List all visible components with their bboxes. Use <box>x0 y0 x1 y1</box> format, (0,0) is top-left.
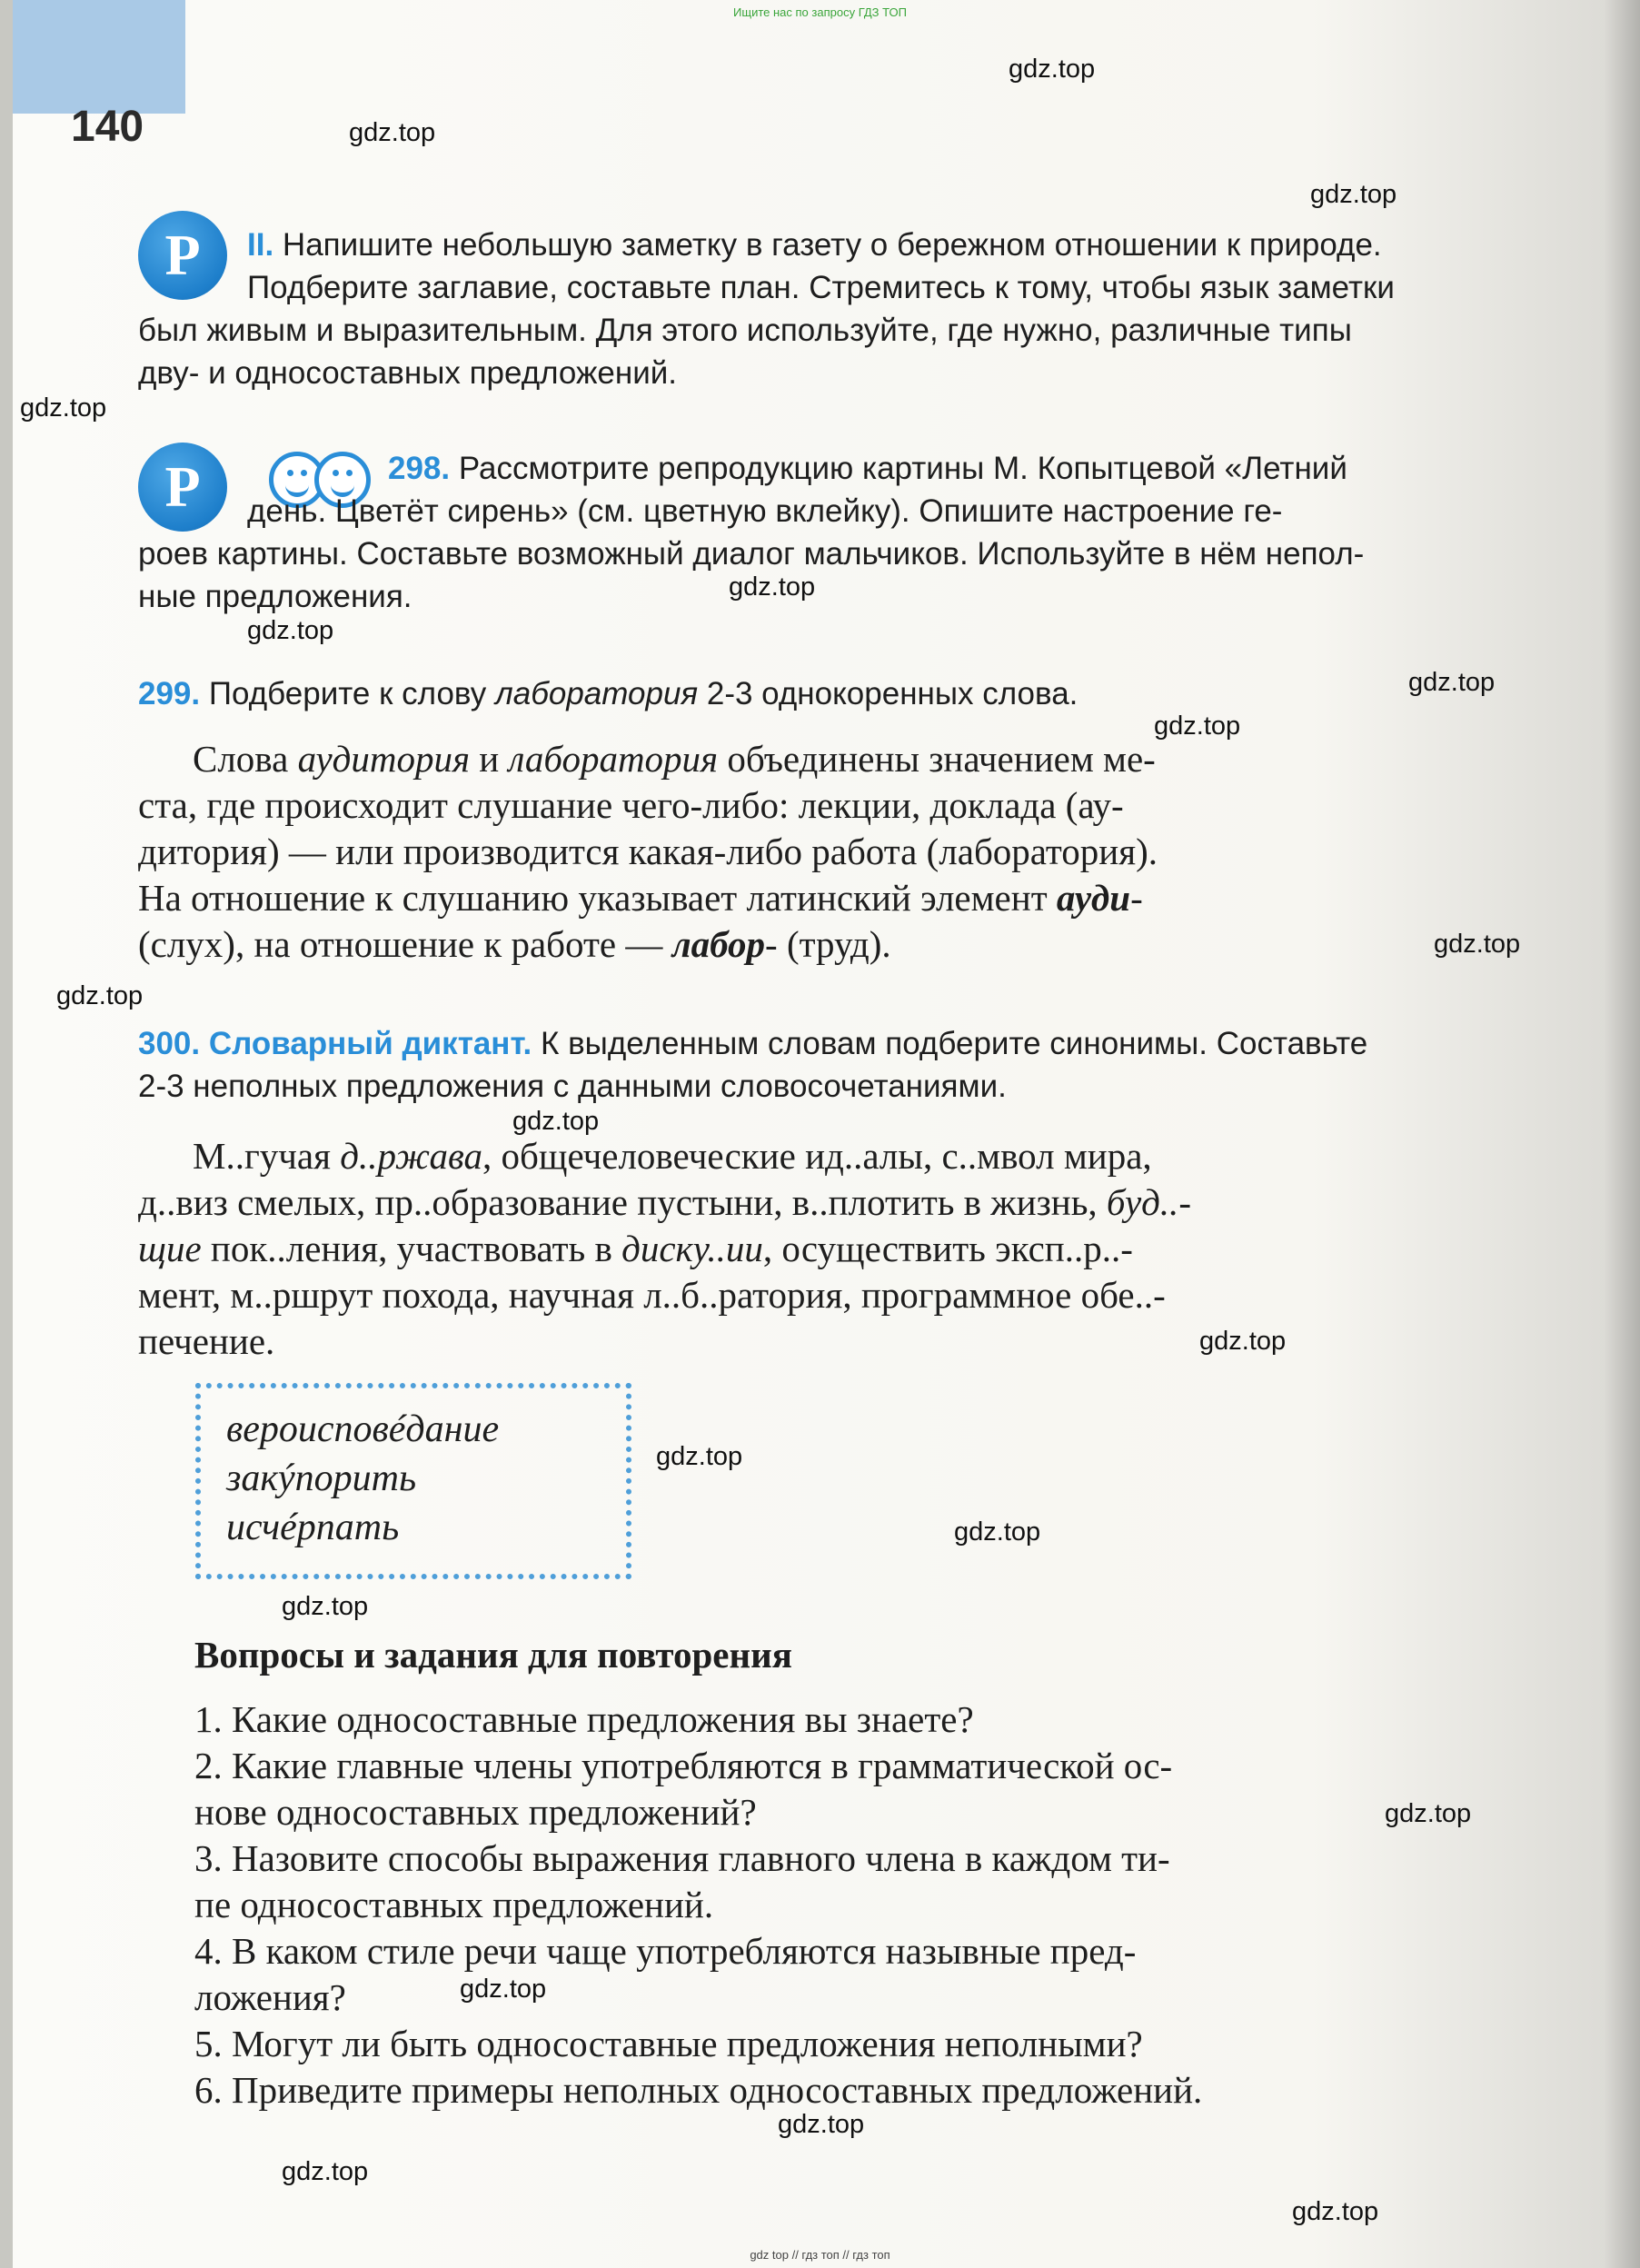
watermark: gdz.top <box>56 981 144 1010</box>
vocab-word: вероисповéдание <box>226 1408 500 1450</box>
watermark: gdz.top <box>1009 55 1096 84</box>
note-line2: ста, где происходит слушание чего-либо: лекции, доклада (ау- <box>138 784 1124 826</box>
watermark: gdz.top <box>512 1107 600 1136</box>
watermark: gdz.top <box>282 1592 369 1621</box>
note-line4: На отношение к слушанию указывает латинский элемент ауди- <box>138 877 1143 919</box>
review-heading: Вопросы и задания для повторения <box>194 1634 792 1676</box>
note-line1: Слова аудитория и лаборатория объединены значением ме- <box>193 738 1156 780</box>
note-line3: дитория) — или производится какая-либо работа (лаборатория). <box>138 831 1158 872</box>
dictation-line3: щие пок..ления, участвовать в диску..ии, осуществить эксп..р..- <box>138 1228 1133 1269</box>
highlight-word: лаборатория <box>494 676 699 711</box>
watermark: gdz.top <box>349 118 436 147</box>
page-number: 140 <box>71 103 144 151</box>
watermark: gdz.top <box>282 2157 369 2186</box>
review-q3-line1: 3. Назовите способы выражения главного члена в каждом ти- <box>194 1837 1170 1879</box>
review-q6: 6. Приведите примеры неполных односоставных предложений. <box>194 2069 1203 2111</box>
task-298-line4: ные предложения. <box>138 579 412 614</box>
dictation-line4: мент, м..ршрут похода, научная л..б..ратория, программное обе..- <box>138 1274 1166 1316</box>
task-299: 299. Подберите к слову лаборатория 2-3 однокоренных слова. <box>138 676 1078 711</box>
task-ii-line1 <box>138 224 1574 267</box>
task-label: 300. Словарный диктант. <box>138 1026 532 1061</box>
watermark: gdz.top <box>1199 1327 1287 1356</box>
task-number: 299. <box>138 676 201 711</box>
task-ii-line2: Подберите заглавие, составьте план. Стремитесь к тому, чтобы язык заметки <box>247 270 1395 305</box>
page-gutter <box>0 0 13 2268</box>
note-line5: (слух), на отношение к работе — лабор- (труд). <box>138 923 891 965</box>
dictation-line5: печение. <box>138 1320 275 1362</box>
watermark: gdz.top <box>1385 1799 1472 1828</box>
top-note[interactable]: Ищите нас по запросу ГДЗ ТОП <box>733 5 907 19</box>
watermark: gdz.top <box>1408 668 1496 697</box>
review-q2-line1: 2. Какие главные члены употребляются в грамматической ос- <box>194 1745 1173 1786</box>
review-q4-line2: ложения? <box>194 1976 346 2018</box>
dictation-line1: М..гучая д..ржава, общечеловеческие ид..алы, с..мвол мира, <box>193 1135 1152 1177</box>
task-number: II. <box>247 227 274 263</box>
watermark: gdz.top <box>1434 930 1521 959</box>
watermark: gdz.top <box>656 1442 743 1471</box>
watermark: gdz.top <box>247 616 334 645</box>
review-q1: 1. Какие односоставные предложения вы знаете? <box>194 1698 974 1740</box>
watermark: gdz.top <box>460 1975 547 2004</box>
watermark: gdz.top <box>1310 180 1397 209</box>
task-298-line1 <box>138 447 1574 491</box>
speech-badge-icon: Р <box>138 443 227 532</box>
task-ii-line4: дву- и односоставных предложений. <box>138 355 678 391</box>
watermark: gdz.top <box>954 1517 1041 1547</box>
task-298-line3: роев картины. Составьте возможный диалог мальчиков. Используйте в нём непол- <box>138 536 1365 572</box>
review-q2-line2: нове односоставных предложений? <box>194 1791 757 1833</box>
review-q4-line1: 4. В каком стиле речи чаще употребляются назывные пред- <box>194 1930 1137 1972</box>
vocabulary-box <box>195 1383 631 1579</box>
task-text: Напишите небольшую заметку в газету о бережном отношении к природе. <box>282 227 1382 263</box>
task-300-line2: 2-3 неполных предложения с данными словосочетаниями. <box>138 1069 1007 1104</box>
bottom-note[interactable]: gdz top // гдз топ // гдз топ <box>750 2248 890 2262</box>
watermark: gdz.top <box>1154 711 1241 741</box>
review-q3-line2: пе односоставных предложений. <box>194 1884 714 1925</box>
watermark: gdz.top <box>20 393 107 423</box>
watermark: gdz.top <box>778 2110 865 2139</box>
review-q5: 5. Могут ли быть односоставные предложения неполными? <box>194 2023 1143 2064</box>
dictation-line2: д..виз смелых, пр..образование пустыни, в..плотить в жизнь, буд..- <box>138 1181 1191 1223</box>
speech-badge-icon: Р <box>138 211 227 300</box>
task-text: Рассмотрите репродукцию картины М. Копытцевой «Летний <box>458 451 1347 486</box>
task-number: 298. <box>388 451 451 486</box>
watermark: gdz.top <box>729 572 816 602</box>
vocab-word: закýпорить <box>226 1457 417 1499</box>
task-300-line1: 300. Словарный диктант. К выделенным словам подберите синонимы. Составьте <box>138 1026 1368 1061</box>
task-ii-line3: был живым и выразительным. Для этого используйте, где нужно, различные типы <box>138 313 1352 348</box>
task-298-line2: день. Цветёт сирень» (см. цветную вклейку). Опишите настроение ге- <box>247 493 1283 529</box>
vocab-word: исчéрпать <box>226 1507 400 1548</box>
watermark: gdz.top <box>1292 2197 1379 2226</box>
page-edge-shadow <box>1604 0 1640 2268</box>
